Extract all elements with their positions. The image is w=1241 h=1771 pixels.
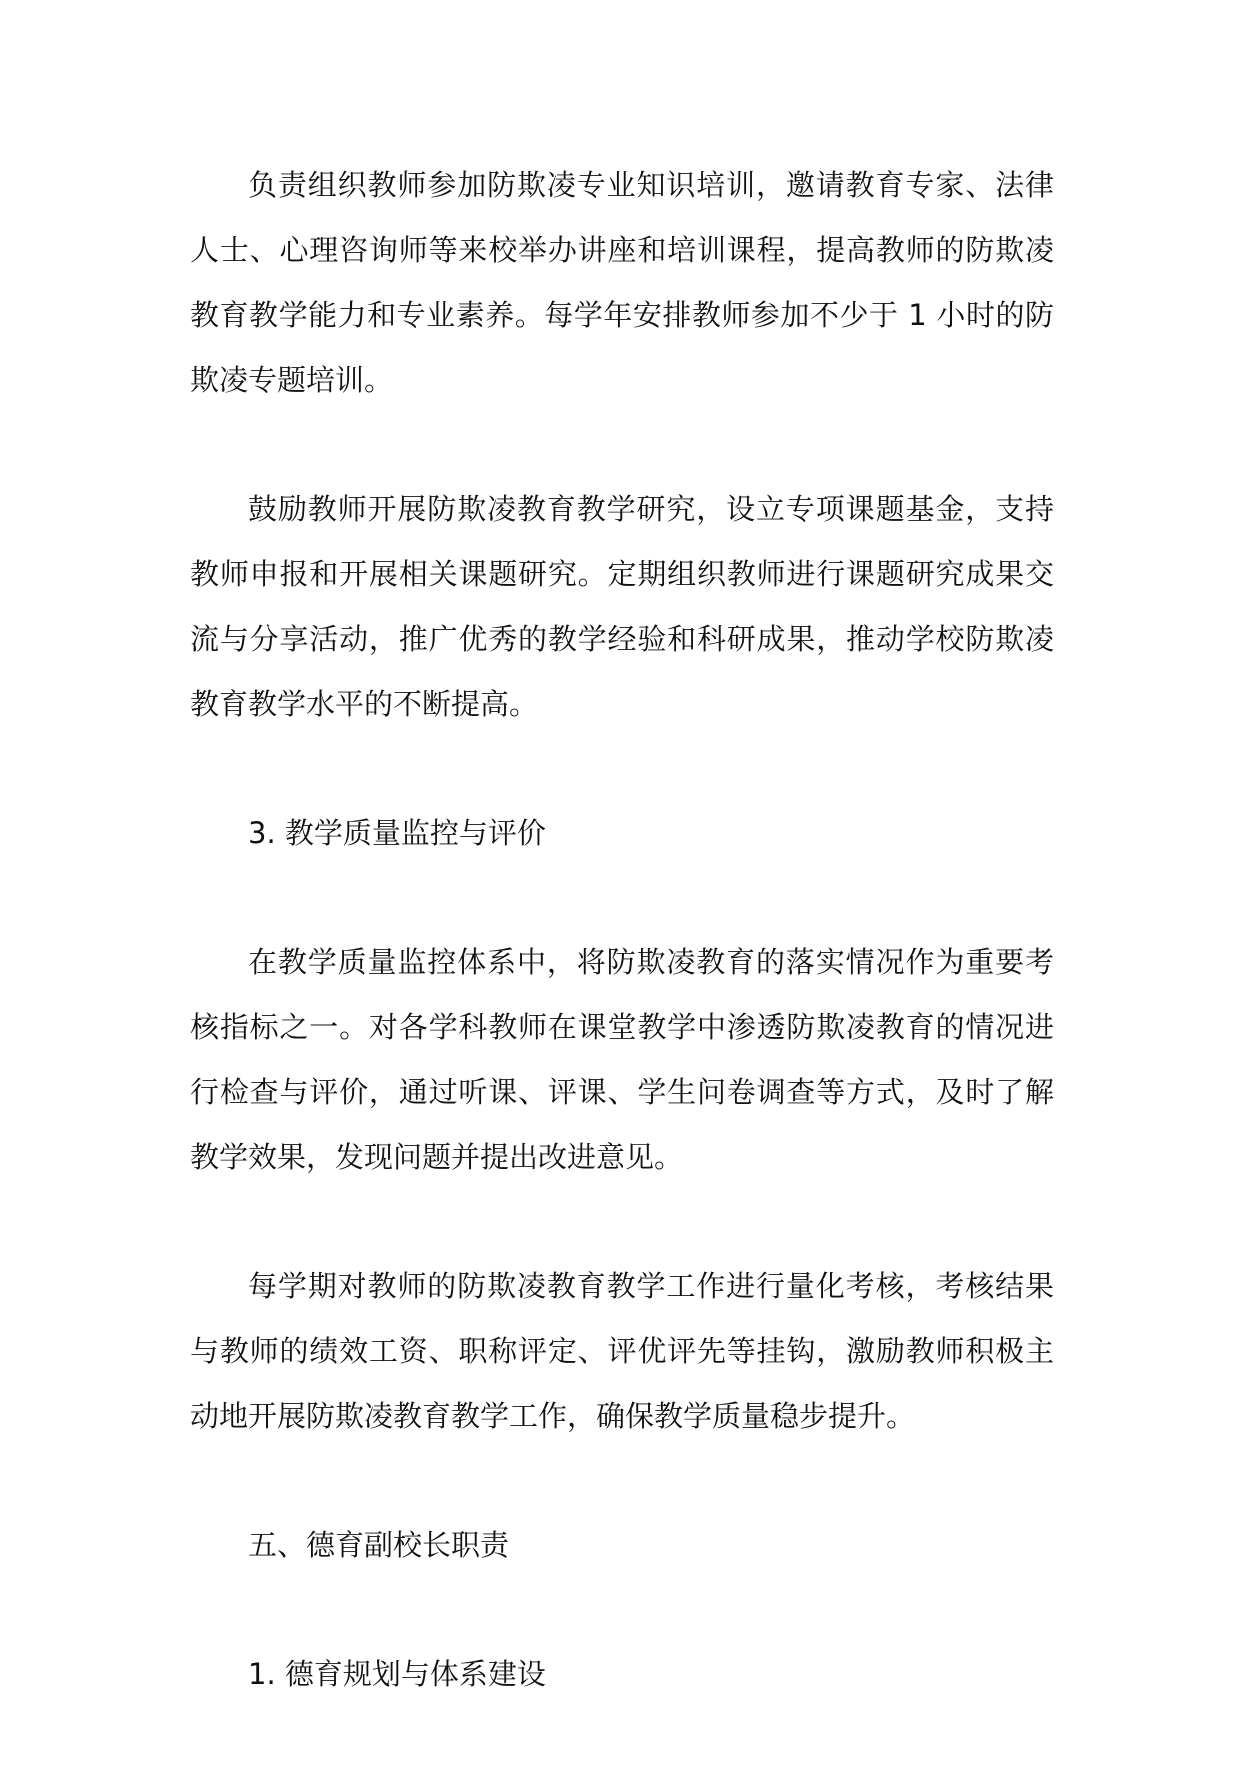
heading-moral-planning: 1. 德育规划与体系建设	[248, 1657, 546, 1691]
paragraph-quality-monitoring: 在教学质量监控体系中，将防欺凌教育的落实情况作为重要考核指标之一。对各学科教师在课堂教学中渗透防欺凌教育的情况进行检查与评价，通过听课、评课、学生问卷调查等方式，及时了解教学效果，发现问题并提出改进意见。	[190, 945, 1054, 1174]
heading-section-five: 五、德育副校长职责	[248, 1528, 510, 1562]
heading-quality-monitoring: 3. 教学质量监控与评价	[248, 816, 546, 850]
paragraph-teaching-research: 鼓励教师开展防欺凌教育教学研究，设立专项课题基金，支持教师申报和开展相关课题研究。定期组织教师进行课题研究成果交流与分享活动，推广优秀的教学经验和科研成果，推动学校防欺凌教育教学水平的不断提高。	[190, 492, 1054, 721]
document-body	[190, 153, 1054, 1771]
paragraph-quantitative-assessment: 每学期对教师的防欺凌教育教学工作进行量化考核，考核结果与教师的绩效工资、职称评定、评优评先等挂钩，激励教师积极主动地开展防欺凌教育教学工作，确保教学质量稳步提升。	[190, 1269, 1054, 1433]
paragraph-teacher-training: 负责组织教师参加防欺凌专业知识培训，邀请教育专家、法律人士、心理咨询师等来校举办讲座和培训课程，提高教师的防欺凌教育教学能力和专业素养。每学年安排教师参加不少于 1 小时的防欺凌专题培训。	[190, 168, 1054, 397]
